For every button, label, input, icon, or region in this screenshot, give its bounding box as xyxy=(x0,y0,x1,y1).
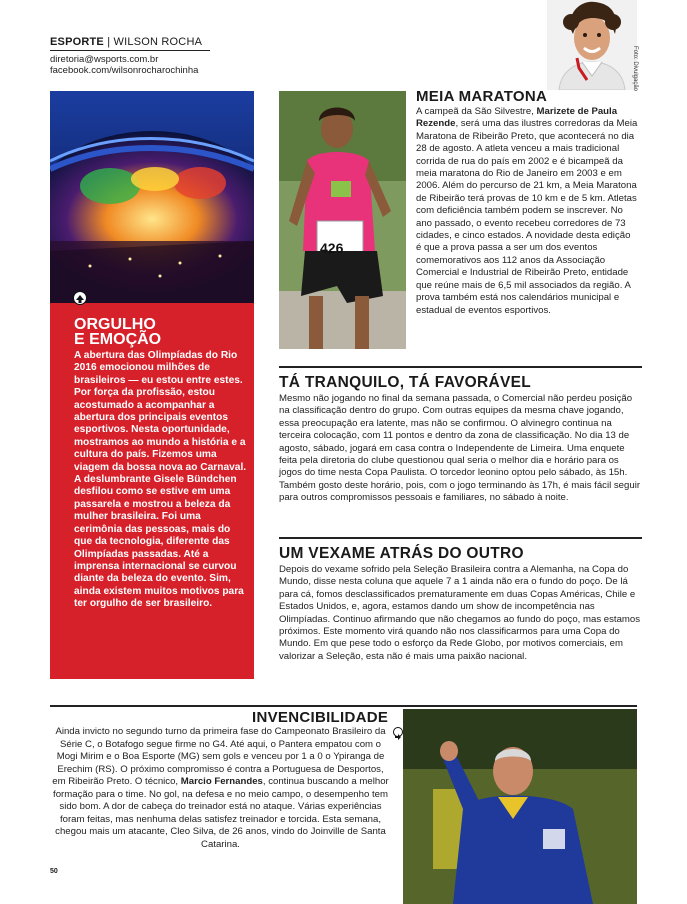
contact-email[interactable]: diretoria@wsports.com.br xyxy=(50,54,159,65)
olympic-stadium-photo xyxy=(50,91,254,303)
divider xyxy=(50,705,637,707)
meia-body-bold: Marizete de Paula Rezende xyxy=(416,106,618,130)
divider xyxy=(279,537,642,539)
header-rule xyxy=(50,50,210,51)
orgulho-title xyxy=(74,317,244,347)
contact-facebook[interactable]: facebook.com/wilsonrocharochinha xyxy=(50,65,199,76)
arrow-right-icon xyxy=(393,727,403,737)
invencibilidade-title: INVENCIBILIDADE xyxy=(252,709,389,726)
tranquilo-title: TÁ TRANQUILO, TÁ FAVORÁVEL xyxy=(279,374,532,391)
inv-body-part1: Ainda invicto no segundo turno da primeira fase do Campeonato Brasileiro da Série C, o Botafogo segue firme no G4. Até aqui, o Pantera empatou com o Mogi Mirim e o Boa Esporte (MG) sem gols e venceu por 1 a 0 o Ypiranga de Erechim (RS). O próximo compromisso é contra a Portuguesa de Desportos, em Ribeirão Preto. O técnico, xyxy=(52,726,386,787)
meia-maratona-title: MEIA MARATONA xyxy=(416,88,548,105)
bib-number: 426 xyxy=(320,240,344,256)
invencibilidade-body xyxy=(50,726,391,851)
orgulho-box xyxy=(50,91,254,679)
inv-body-bold: Marcio Fernandes xyxy=(180,776,263,787)
meia-body-part2: , será uma das ilustres corredoras da Meia Maratona de Ribeirão Preto, que acontecerá no dia 28 de agosto. A atleta venceu a mais tradicional corrida de rua do país em 2002 e é bicampeã da meia maratona do Rio de Janeiro em 2003 e em 2006. Além do percurso de 21 km, a Meia Maratona de Ribeirão terá provas de 10 km e de 5 km. Atletas com deficiência também podem se inscrever. No ano passado, o evento recebeu corredores de 73 cidades, e cinco estados. A novidade desta edição é que a prova passa a ser um dos eventos comemorativos aos 112 anos da Associação Comercial e Industrial de Ribeirão Preto, entidade que reúne mais de 6,5 mil associados da região. A prova também está nos calendários municipal e estadual de eventos esportivos. xyxy=(416,118,638,316)
orgulho-title-line1: ORGULHO xyxy=(74,316,156,333)
meia-body-part1: A campeã da São Silvestre, xyxy=(416,106,537,117)
tranquilo-body: Mesmo não jogando no final da semana passada, o Comercial não perdeu posição na classificação dentro do grupo. Com outras equipes da mesma chave jogando, essa preocupação era latente, mas não se confirmou. O alvinegro continua na terceira colocação, com 11 pontos e dentro da zona de classificação. No dia 13 de agosto, sábado, jogará em casa contra o Independente de Limeira. Uma enquete feita pela diretoria do clube questionou qual seria o melhor dia e horário para os jogos do time nesta Copa Paulista. O torcedor leonino optou pelo sábado, às 15h. Também gosto deste horário, pois, com o jogo terminando às 17h, é mais fácil seguir para outros compromissos pessoais e familiares, no sábado à noite. xyxy=(279,393,641,504)
page-number: 50 xyxy=(50,868,58,875)
columnist-name: WILSON ROCHA xyxy=(113,36,203,48)
section-label xyxy=(50,36,340,48)
column-header xyxy=(50,36,340,76)
section-name: ESPORTE xyxy=(50,36,104,48)
columnist-photo xyxy=(547,0,637,90)
inv-body-part2: , continua buscando a melhor formação para o time. No gol, na defesa e no meio campo, o desempenho tem sido bom. A dor de cabeça do treinador está no ataque. Várias experiências foram feitas, mas nenhuma delas satisfez treinador e torcida. Esta semana, chegou mais um atacante, Cleo Silva, de 26 anos, vindo do Joinville de Santa Catarina. xyxy=(53,776,389,850)
orgulho-title-line2: E EMOÇÃO xyxy=(74,331,162,348)
photo-credit: Foto: Divulgação xyxy=(632,46,638,92)
arrow-up-icon xyxy=(73,291,87,305)
separator: | xyxy=(103,36,114,48)
orgulho-body: A abertura das Olimpíadas do Rio 2016 emocionou milhões de brasileiros — eu estou entre estes. Por força da profissão, estou acostumado a acompanhar a abertura dos principais eventos esportivos. Nesta oportunidade, mostramos ao mundo a história e a cultura do país. Fizemos uma viagem da bossa nova ao Carnaval. A deslumbrante Gisele Bündchen desfilou como se estive em uma passarela e mostrou a beleza da mulher brasileira. Foi uma cerimônia das pessoas, mais do que da tecnologia, diferente das Olimpíadas passadas. Até a imprensa internacional se curvou diante da beleza do evento. Sim, ainda existem muitos motivos para ter orgulho de ser brasileiro. xyxy=(74,350,247,610)
runner-photo xyxy=(279,91,406,349)
vexame-title: UM VEXAME ATRÁS DO OUTRO xyxy=(279,545,524,562)
meia-maratona-body xyxy=(416,106,638,317)
divider xyxy=(279,366,642,368)
coach-photo xyxy=(403,709,637,904)
vexame-body: Depois do vexame sofrido pela Seleção Brasileira contra a Alemanha, na Copa do Mundo, disse nesta coluna que aquele 7 a 1 ainda não era o fundo do poço. De lá para cá, fomos desclassificados prematuramente em duas Copas Américas, Chile e Estados Unidos, e, agora, estamos dando um show de incompetência nas Olimpíadas. Continuo afirmando que não chegamos ao fundo do poço, mas estamos próximos. Este momento virá quando não nos classificarmos para uma Copa do Mundo. Em que pese todo o esforço da Rede Globo, por motivos comerciais, em valorizar a Seleção, esta não é mais uma paixão nacional. xyxy=(279,564,641,662)
